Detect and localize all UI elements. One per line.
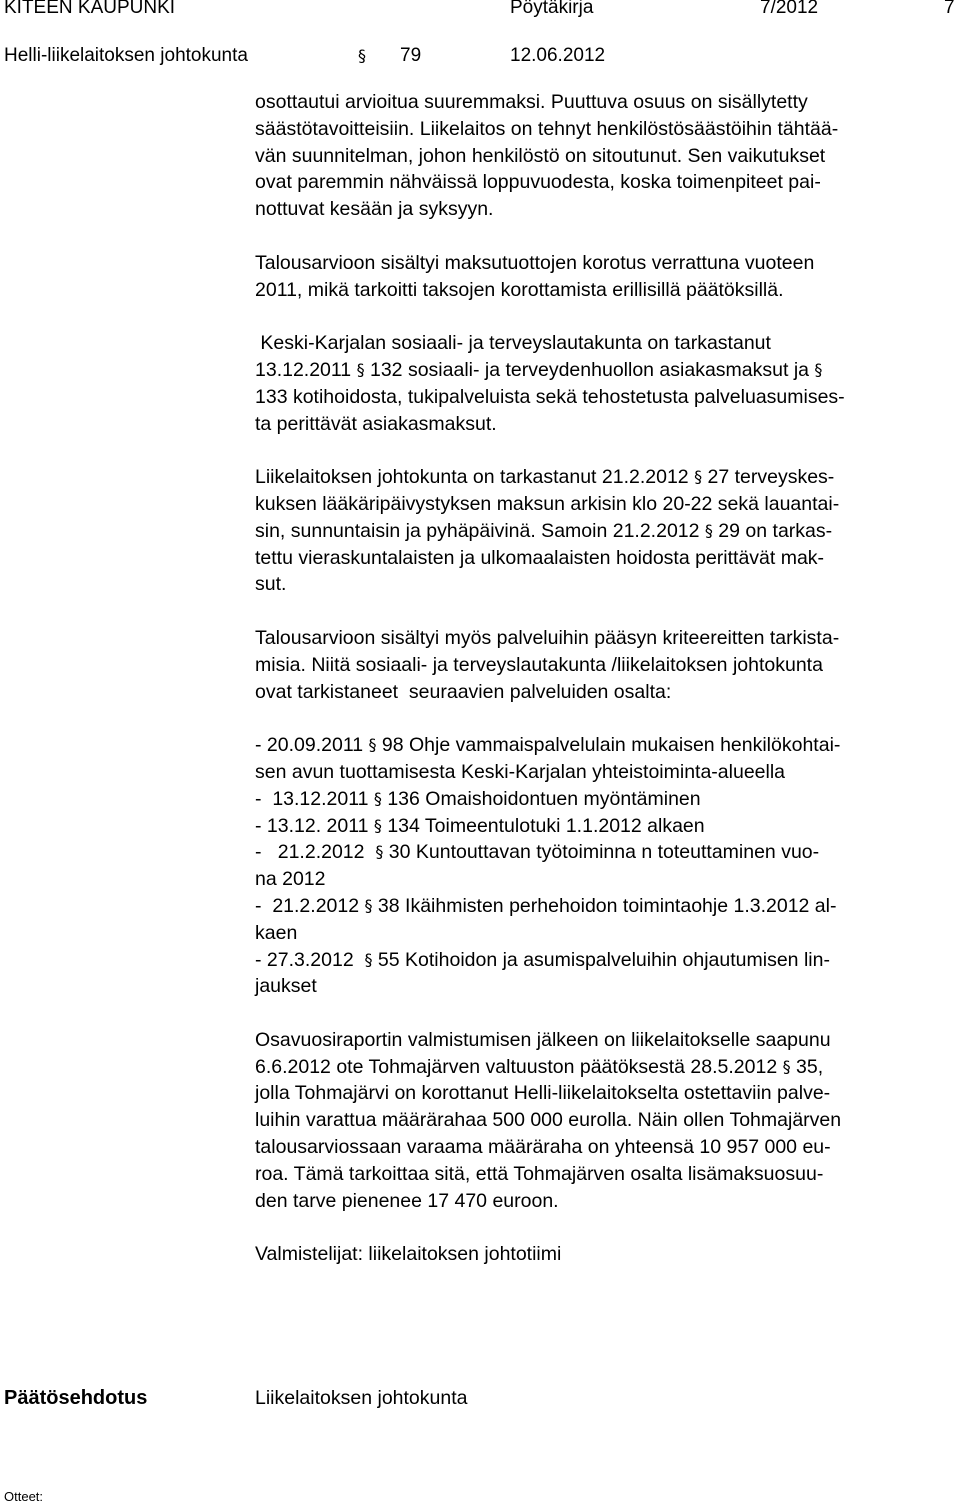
text-fragment: 134 Toimeentulotuki 1.1.2012 alkaen [381,814,705,837]
text-line: Talousarvioon sisältyi maksutuottojen korotus verrattuna vuoteen [255,251,815,274]
text-line: 133 kotihoidosta, tukipalveluista sekä tehostetusta palveluasumises- [255,385,845,408]
text-fragment: - 13.12.2011 [255,787,374,810]
text-line: Talousarvioon sisältyi myös palveluihin pääsyn kriteereitten tarkista- [255,626,840,649]
text-fragment: 132 sosiaali- ja terveydenhuollon asiakasmaksut ja [364,358,815,381]
text-fragment: 29 on tarkas- [712,519,833,542]
list-item [255,732,955,759]
section-sign-icon: § [782,1056,791,1076]
text-fragment: 136 Omaishoidontuen myöntäminen [381,787,701,810]
header-doc-type: Pöytäkirja [510,0,594,18]
section-sign-icon: § [373,788,382,808]
section-sign-icon: § [375,842,384,862]
header-section-number: 79 [400,45,422,66]
text-fragment: - 20.09.2011 [255,734,369,757]
paragraph-fee-increase [255,250,955,304]
text-fragment: sin, sunnuntaisin ja pyhäpäivinä. Samoin 21.2.2012 [255,519,705,542]
header-date: 12.06.2012 [510,45,606,66]
paragraph-social-board-review [255,330,955,437]
preparer-line [255,1241,955,1268]
list-item [255,893,955,920]
decision-proposal-label: Päätösehdotus [4,1387,148,1409]
text-fragment: 30 Kuntouttavan työtoiminna n toteuttaminen vuo- [383,841,820,864]
text-line: sen avun tuottamisesta Keski-Karjalan yhteistoiminta-alueella [255,760,786,783]
paragraph-budget-shortfall [255,89,955,223]
text-fragment: 55 Kotihoidon ja asumispalveluihin ohjautumisen lin- [372,948,830,971]
text-line: tettu vieraskuntalaisten ja ulkomaalaisten hoidosta perittävät mak- [255,546,825,569]
section-sign-icon: § [373,815,382,835]
text-line: misia. Niitä sosiaali- ja terveyslautakunta /liikelaitoksen johtokunta [255,653,823,676]
text-fragment: - 13.12. 2011 [255,814,374,837]
text-fragment: 13.12.2011 [255,358,357,381]
section-sign-icon: § [368,735,377,755]
text-fragment: 6.6.2012 ote Tohmajärven valtuuston päätöksestä 28.5.2012 [255,1055,783,1078]
text-line: nottuvat kesään ja syksyyn. [255,198,494,221]
header-board: Helli-liikelaitoksen johtokunta [4,45,248,66]
section-sign-icon: § [364,895,373,915]
text-line: kuksen lääkäripäivystyksen maksun arkisin klo 20-22 sekä lauantai- [255,492,840,515]
text-line: 2011, mikä tarkoitti taksojen korottamista erillisillä päätöksillä. [255,278,784,301]
text-fragment: 35, [790,1055,824,1078]
text-line [255,518,955,545]
footer-extracts-label: Otteet: [4,1489,44,1504]
text-line: luihin varattua määrärahaa 500 000 eurolla. Näin ollen Tohmajärven [255,1109,842,1132]
section-sign-icon: § [704,520,713,540]
paragraph-board-review [255,464,955,598]
text-line: jolla Tohmajärvi on korottanut Helli-liikelaitokselta ostettaviin palve- [255,1082,831,1105]
text-line: talousarviossaan varaama määräraha on yhteensä 10 957 000 eu- [255,1136,831,1159]
paragraph-tohmajarvi-funding [255,1027,955,1215]
list-item [255,947,955,974]
text-line: ovat tarkistaneet seuraavien palveluiden osalta: [255,680,672,703]
text-line: kaen [255,921,298,944]
text-line: ovat paremmin nähväissä loppuvuodesta, koska toimenpiteet pai- [255,171,821,194]
header-page-number: 7 [944,0,955,18]
text-line: vän suunnitelman, johon henkilöstö on sitoutunut. Sen vaikutukset [255,144,826,167]
text-line [255,1054,955,1081]
text-line: Osavuosiraportin valmistumisen jälkeen on liikelaitokselle saapunu [255,1028,831,1051]
text-fragment: 98 Ohje vammaispalvelulain mukaisen henkilökohtai- [376,734,841,757]
section-sign-icon: § [358,46,366,65]
text-line: ta perittävät asiakasmaksut. [255,412,497,435]
text-line: säästötavoitteisiin. Liikelaitos on tehnyt henkilöstösäästöihin tähtää- [255,117,839,140]
text-line: Keski-Karjalan sosiaali- ja terveyslautakunta on tarkastanut [255,332,771,355]
header-section-sign [358,45,366,68]
text-line [255,357,955,384]
paragraph-access-criteria [255,625,955,705]
header-org: KITEEN KAUPUNKI [4,0,176,18]
section-sign-icon: § [356,359,365,379]
section-sign-icon: § [364,949,373,969]
text-fragment: - 27.3.2012 [255,948,365,971]
list-item [255,786,955,813]
preparers: Valmistelijat: liikelaitoksen johtotiimi [255,1243,562,1266]
text-line: den tarve pienenee 17 470 euroon. [255,1189,559,1212]
text-line: jaukset [255,975,317,998]
text-line: osottautui arvioitua suuremmaksi. Puuttuva osuus on sisällytetty [255,91,808,113]
text-fragment: 27 terveyskes- [702,466,835,489]
header-doc-number: 7/2012 [760,0,819,18]
text-fragment: Liikelaitoksen johtokunta on tarkastanut 21.2.2012 [255,466,695,489]
list-item [255,813,955,840]
text-line: sut. [255,573,287,596]
decision-proposal-text: Liikelaitoksen johtokunta [255,1387,468,1409]
text-fragment: - 21.2.2012 [255,894,365,917]
document-body [255,89,955,1295]
list-reviewed-services [255,732,955,1000]
text-fragment: - 21.2.2012 [255,841,376,864]
text-line [255,464,955,491]
section-sign-icon: § [694,467,703,487]
text-fragment: 38 Ikäihmisten perhehoidon toimintaohje 1.3.2012 al- [372,894,837,917]
text-line: roa. Tämä tarkoittaa sitä, että Tohmajärven osalta lisämaksuosuu- [255,1162,824,1185]
list-item [255,839,955,866]
text-line: na 2012 [255,868,326,891]
section-sign-icon: § [814,359,823,379]
